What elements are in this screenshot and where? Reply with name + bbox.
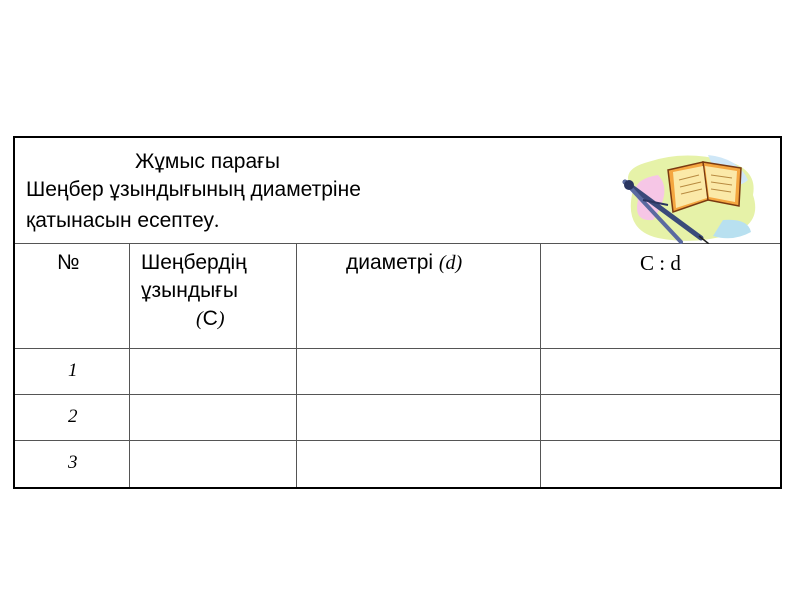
ratio-cell[interactable] — [541, 441, 780, 487]
ratio-cell[interactable] — [541, 395, 780, 440]
diameter-cell[interactable] — [297, 349, 540, 394]
row-number: 2 — [68, 406, 78, 427]
diameter-label: диаметрі — [346, 251, 434, 274]
subtitle-text: қатынасын есептеу — [26, 209, 214, 232]
column-header-ratio: C : d — [640, 251, 681, 275]
circumference-cell[interactable] — [130, 349, 296, 394]
circumference-cell[interactable] — [130, 395, 296, 440]
ratio-cell[interactable] — [541, 349, 780, 394]
worksheet-title: Жұмыс парағы — [135, 150, 280, 173]
data-grid — [15, 243, 780, 487]
column-header-number: № — [57, 251, 80, 274]
circumference-symbol — [141, 305, 291, 333]
paren-close: ) — [217, 308, 225, 330]
worksheet-header — [15, 138, 780, 244]
circumference-label-line2: ұзындығы — [141, 279, 238, 302]
subtitle-period: . — [213, 208, 220, 232]
paren-open: ( — [196, 308, 203, 330]
column-header-circumference — [141, 249, 291, 333]
row-number: 3 — [68, 452, 78, 473]
circumference-label-line1: Шеңбердің — [141, 251, 247, 274]
diameter-cell[interactable] — [297, 395, 540, 440]
worksheet-table — [13, 136, 782, 489]
circumference-cell[interactable] — [130, 441, 296, 487]
worksheet-subtitle-line2 — [26, 208, 219, 233]
worksheet-subtitle-line1: Шеңбер ұзындығының диаметріне — [26, 178, 361, 201]
column-header-diameter — [346, 249, 462, 277]
row-number: 1 — [68, 360, 78, 381]
symbol-c: С — [202, 307, 218, 330]
diameter-cell[interactable] — [297, 441, 540, 487]
diameter-symbol: (d) — [438, 252, 463, 274]
book-and-compass-icon — [613, 150, 763, 244]
